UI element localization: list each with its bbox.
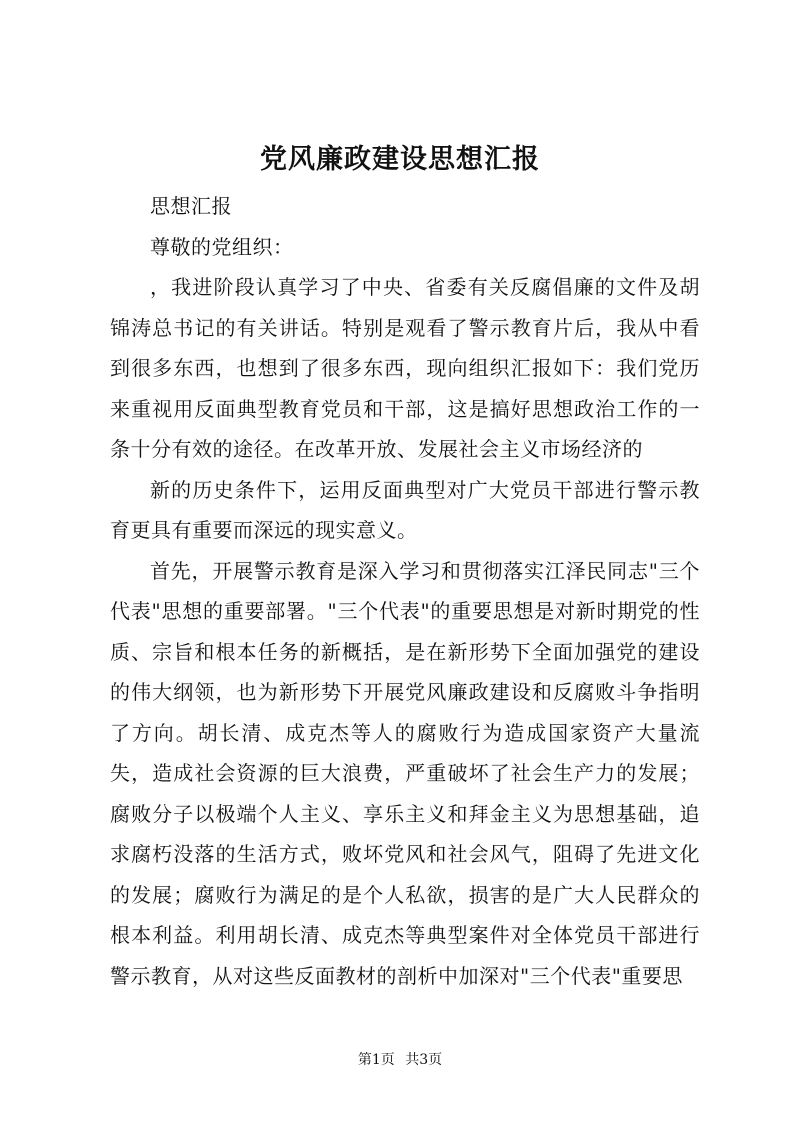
paragraph-first-point: 首先，开展警示教育是深入学习和贯彻落实江泽民同志"三个代表"思想的重要部署。"三个代表"的重要思想是对新时期党的性质、宗旨和根本任务的新概括，是在新形势下全面加强党的建设的伟大纲领，也为新形势下开展党风廉政建设和反腐败斗争指明了方向。胡长清、成克杰等人的腐败行为造成国家资产大量流失，造成社会资源的巨大浪费，严重破坏了社会生产力的发展；腐败分子以极端个人主义、享乐主义和拜金主义为思想基础，追求腐朽没落的生活方式，败坏党风和社会风气，阻碍了先进文化的发展；腐败行为满足的是个人私欲，损害的是广大人民群众的根本利益。利用胡长清、成克杰等典型案件对全体党员干部进行警示教育，从对这些反面教材的剖析中加深对"三个代表"重要思 (110, 558, 700, 988)
document-body (110, 186, 700, 996)
paragraph-heading: 思想汇报 (150, 194, 232, 218)
page-total: 共3页 (405, 1052, 443, 1068)
paragraph-significance: 新的历史条件下，运用反面典型对广大党员干部进行警示教育更具有重要而深远的现实意义。 (110, 477, 700, 542)
paragraph-intro: ，我进阶段认真学习了中央、省委有关反腐倡廉的文件及胡锦涛总书记的有关讲话。特别是观看了警示教育片后，我从中看到很多东西，也想到了很多东西，现向组织汇报如下：我们党历来重视用反面典型教育党员和干部，这是搞好思想政治工作的一条十分有效的途径。在改革开放、发展社会主义市场经济的 (110, 275, 700, 461)
page-number: 第1页 (357, 1052, 395, 1068)
page-footer (0, 1050, 800, 1070)
page-title: 党风廉政建设思想汇报 (260, 144, 540, 175)
paragraph-salutation: 尊敬的党组织： (150, 234, 294, 259)
